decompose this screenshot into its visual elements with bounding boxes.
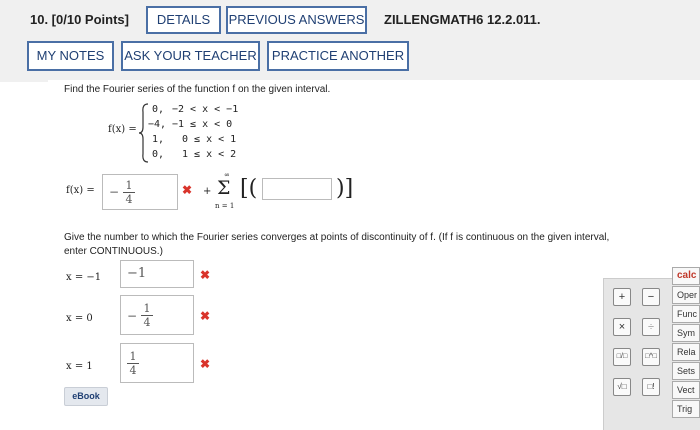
- question-header: [0, 0, 700, 82]
- source-label: ZILLENGMATH6 12.2.011.: [384, 12, 541, 27]
- fraction-denominator: 4: [125, 193, 133, 206]
- convergence-prompt-line2: enter CONTINUOUS.): [64, 246, 163, 257]
- brace-icon: [138, 102, 150, 164]
- answer-fraction: [127, 351, 139, 376]
- ebook-button[interactable]: eBook: [64, 387, 108, 406]
- x-value-label: x = −1: [66, 272, 102, 283]
- fraction-numerator: 1: [125, 179, 133, 192]
- answer-sign: −: [127, 309, 138, 323]
- answer-sign: −: [109, 185, 120, 199]
- side-item-operators[interactable]: Oper: [672, 286, 700, 304]
- side-item-relations[interactable]: Rela: [672, 343, 700, 361]
- x-value-label: x = 0: [66, 313, 93, 324]
- previous-answers-button[interactable]: PREVIOUS ANSWERS: [226, 6, 367, 34]
- details-button[interactable]: DETAILS: [146, 6, 221, 34]
- side-item-trig[interactable]: Trig: [672, 400, 700, 418]
- side-item-symbols[interactable]: Sym: [672, 324, 700, 342]
- fraction-button[interactable]: □/□: [613, 348, 631, 366]
- incorrect-icon: ✖: [200, 357, 211, 371]
- exponent-button[interactable]: □^□: [642, 348, 660, 366]
- case-condition: 1 ≤ x < 2: [182, 149, 237, 160]
- case-value: 0,: [152, 104, 165, 115]
- sum-symbol: Σ: [217, 177, 231, 199]
- fraction-denominator: 4: [143, 316, 151, 329]
- sum-upper-limit: ∞: [224, 171, 230, 179]
- side-item-sets[interactable]: Sets: [672, 362, 700, 380]
- case-value: 1,: [152, 134, 165, 145]
- my-notes-button[interactable]: MY NOTES: [27, 41, 114, 71]
- case-condition: −1 ≤ x < 0: [172, 119, 233, 130]
- side-item-functions[interactable]: Func: [672, 305, 700, 323]
- case-value: −4,: [148, 119, 167, 130]
- bracket-open: [(: [240, 176, 258, 201]
- fraction-numerator: 1: [129, 350, 137, 363]
- answer-fraction: [123, 180, 135, 205]
- divide-button[interactable]: ÷: [642, 318, 660, 336]
- plus-button[interactable]: +: [613, 288, 631, 306]
- times-button[interactable]: ×: [613, 318, 631, 336]
- case-value: 0,: [152, 149, 165, 160]
- x-value-label: x = 1: [66, 361, 93, 372]
- ask-teacher-button[interactable]: ASK YOUR TEACHER: [121, 41, 260, 71]
- side-item-vectors[interactable]: Vect: [672, 381, 700, 399]
- minus-button[interactable]: −: [642, 288, 660, 306]
- incorrect-icon: ✖: [182, 183, 193, 197]
- fraction-denominator: 4: [129, 364, 137, 377]
- plus-sign: +: [203, 186, 212, 197]
- fourier-term-input[interactable]: [262, 178, 332, 200]
- fraction-numerator: 1: [143, 302, 151, 315]
- a0-answer-box[interactable]: [102, 174, 178, 210]
- sqrt-button[interactable]: √□: [613, 378, 631, 396]
- calc-tab[interactable]: calc: [672, 267, 700, 285]
- question-number: 10. [0/10 Points]: [30, 12, 129, 27]
- convergence-answer-box[interactable]: [120, 260, 194, 288]
- case-condition: −2 < x < −1: [172, 104, 239, 115]
- bracket-close: )]: [336, 176, 354, 201]
- problem-prompt: Find the Fourier series of the function f on the given interval.: [64, 84, 331, 95]
- sum-lower-limit: n = 1: [215, 202, 235, 210]
- incorrect-icon: ✖: [200, 309, 211, 323]
- convergence-prompt-line1: Give the number to which the Fourier series converges at points of discontinuity of f. (If f is continuous on the given interval,: [64, 232, 610, 243]
- case-condition: 0 ≤ x < 1: [182, 134, 237, 145]
- convergence-answer-box[interactable]: [120, 295, 194, 335]
- fx-label: f(x) =: [108, 124, 137, 135]
- incorrect-icon: ✖: [200, 268, 211, 282]
- practice-another-button[interactable]: PRACTICE ANOTHER: [267, 41, 409, 71]
- answer-value: −1: [127, 266, 147, 281]
- factorial-button[interactable]: □!: [642, 378, 660, 396]
- answer-fraction: [141, 303, 153, 328]
- convergence-answer-box[interactable]: [120, 343, 194, 383]
- answer-fx-label: f(x) =: [66, 185, 95, 196]
